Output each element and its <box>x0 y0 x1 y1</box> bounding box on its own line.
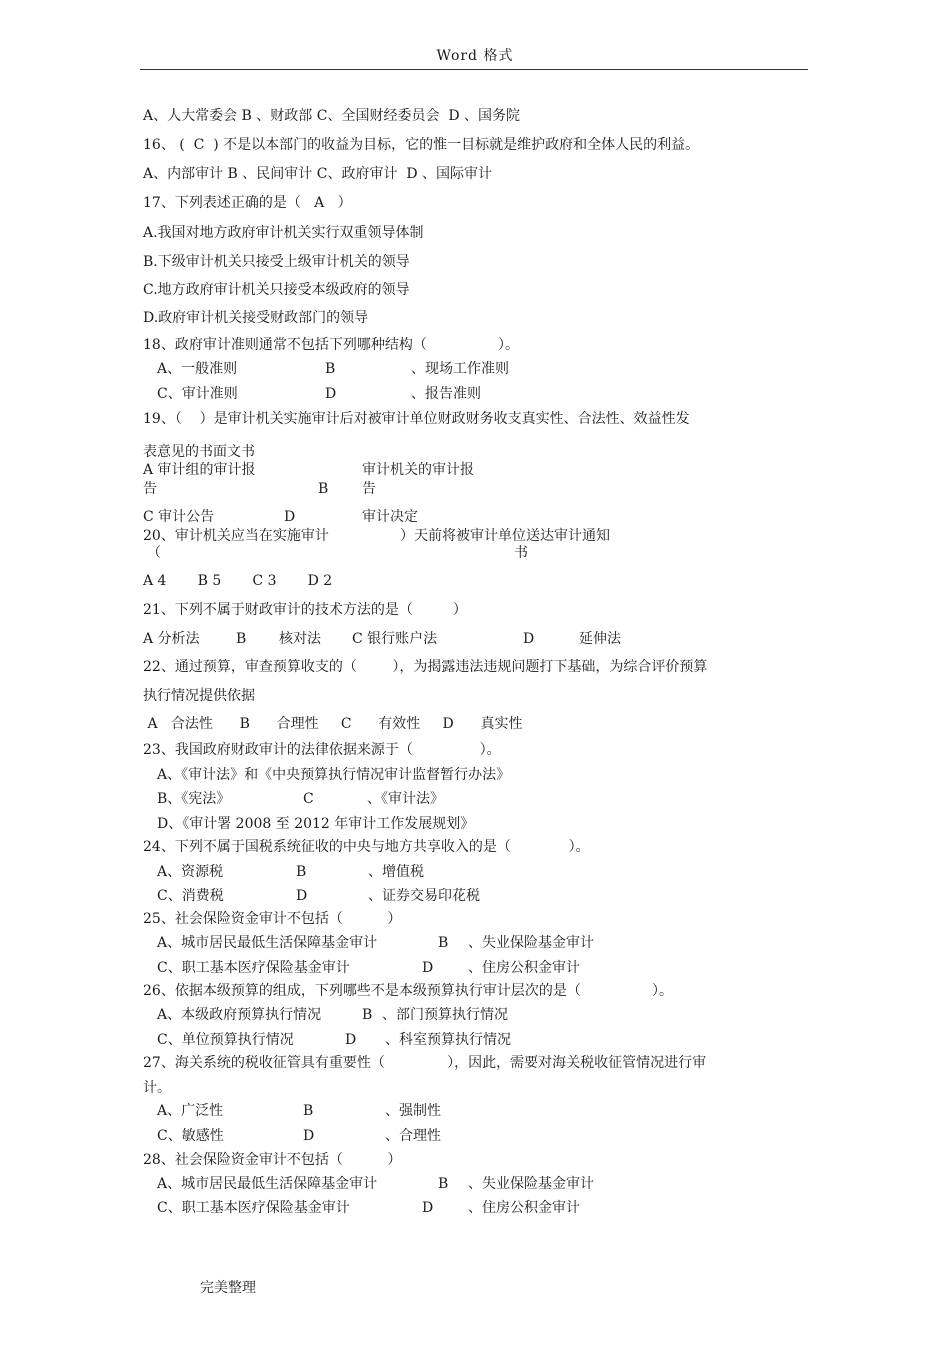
question-27-cont: 计。 <box>143 1080 171 1096</box>
question-25: 25、社会保险资金审计不包括（ ） <box>143 911 402 927</box>
question-26: 26、依据本级预算的组成，下列哪些不是本级预算执行审计层次的是（ ）。 <box>143 983 674 999</box>
question-27-option-c: C、敏感性 <box>157 1128 224 1144</box>
question-19-option-d-label: D <box>284 509 296 525</box>
question-28: 28、社会保险资金审计不包括（ ） <box>143 1152 402 1168</box>
question-25-option-b: 、失业保险基金审计 <box>468 935 594 951</box>
question-27-option-b-label: B <box>303 1103 314 1119</box>
question-19-option-d: 审计决定 <box>362 509 418 525</box>
question-18-option-d-label: D <box>325 386 337 402</box>
question-25-option-a: A、城市居民最低生活保障基金审计 <box>157 935 378 951</box>
question-20-wrap: 书 <box>514 545 528 561</box>
question-20-options: A 4 B 5 C 3 D 2 <box>143 573 333 589</box>
question-20-rest: ）天前将被审计单位送达审计通知 <box>400 528 610 544</box>
question-23-option-a: A、《审计法》和《中央预算执行情况审计监督暂行办法》 <box>157 767 511 783</box>
question-18-option-a: A、一般准则 <box>157 361 238 377</box>
question-17-option-b: B.下级审计机关只接受上级审计机关的领导 <box>143 254 410 270</box>
question-20: 20、审计机关应当在实施审计 <box>143 528 329 544</box>
question-25-option-c: C、职工基本医疗保险基金审计 <box>157 960 350 976</box>
page-footer: 完美整理 <box>200 1280 256 1296</box>
question-27: 27、海关系统的税收征管具有重要性（ ），因此，需要对海关税收征管情况进行审 <box>143 1055 707 1071</box>
question-24-option-d: 、证券交易印花税 <box>368 888 480 904</box>
question-27-option-b: 、强制性 <box>385 1103 441 1119</box>
question-19-cont: 表意见的书面文书 <box>143 444 255 460</box>
question-23-option-c: 、《审计法》 <box>367 791 444 807</box>
question-18-option-b: 、现场工作准则 <box>411 361 509 377</box>
question-26-option-b: 、部门预算执行情况 <box>382 1007 508 1023</box>
question-17-option-a: A.我国对地方政府审计机关实行双重领导体制 <box>143 225 424 241</box>
question-21-option-d-label: D <box>523 631 535 647</box>
question-19-option-a-wrap: 告 <box>143 481 157 497</box>
question-17-option-c: C.地方政府审计机关只接受本级政府的领导 <box>143 282 410 298</box>
question-28-option-b: 、失业保险基金审计 <box>468 1176 594 1192</box>
question-17-option-d: D.政府审计机关接受财政部门的领导 <box>143 310 369 326</box>
question-27-option-d-label: D <box>303 1128 315 1144</box>
line-q15-options: A、人大常委会 B 、财政部 C、全国财经委员会 D 、国务院 <box>143 108 521 124</box>
question-25-option-b-label: B <box>438 935 449 951</box>
question-23-option-d: D、《审计署 2008 至 2012 年审计工作发展规划》 <box>157 816 475 832</box>
question-23: 23、我国政府财政审计的法律依据来源于（ ）。 <box>143 742 501 758</box>
question-25-option-d: 、住房公积金审计 <box>468 960 580 976</box>
question-26-option-c: C、单位预算执行情况 <box>157 1032 294 1048</box>
question-18-option-c: C、审计准则 <box>157 386 238 402</box>
question-22-options: A 合法性 B 合理性 C 有效性 D 真实性 <box>143 716 523 732</box>
question-24-option-d-label: D <box>296 888 308 904</box>
question-28-option-c: C、职工基本医疗保险基金审计 <box>157 1200 350 1216</box>
question-21-option-c: C 银行账户法 <box>352 631 438 647</box>
question-24-option-c: C、消费税 <box>157 888 224 904</box>
question-19-option-b-label: B <box>318 481 329 497</box>
question-16: 16、 ( C ) 不是以本部门的收益为目标，它的惟一目标就是维护政府和全体人民的利益。 <box>143 137 700 153</box>
question-24-option-a: A、资源税 <box>157 864 224 880</box>
header-rule <box>140 69 808 70</box>
question-16-options: A、内部审计 B 、民间审计 C、政府审计 D 、国际审计 <box>143 166 493 182</box>
question-20-paren: （ <box>147 545 161 561</box>
question-19-option-b-wrap: 告 <box>362 481 376 497</box>
question-26-option-d-label: D <box>345 1032 357 1048</box>
question-26-option-d: 、科室预算执行情况 <box>385 1032 511 1048</box>
question-23-option-b: B、《宪法》 <box>157 791 231 807</box>
question-28-option-b-label: B <box>438 1176 449 1192</box>
question-27-option-d: 、合理性 <box>385 1128 441 1144</box>
question-19-option-a: A 审计组的审计报 <box>143 462 256 478</box>
question-22: 22、通过预算，审查预算收支的（ ），为揭露违法违规问题打下基础，为综合评价预算 <box>143 659 708 675</box>
question-28-option-d-label: D <box>422 1200 434 1216</box>
question-17: 17、下列表述正确的是（ A ） <box>143 195 352 211</box>
page-header: Word 格式 <box>436 48 514 64</box>
question-21-option-b: 核对法 <box>279 631 321 647</box>
question-24-option-b: 、增值税 <box>368 864 424 880</box>
question-26-option-a: A、本级政府预算执行情况 <box>157 1007 322 1023</box>
question-23-option-c-label: C <box>303 791 314 807</box>
question-21-option-b-label: B <box>236 631 247 647</box>
question-25-option-d-label: D <box>422 960 434 976</box>
question-21-option-a: A 分析法 <box>143 631 200 647</box>
question-24-option-b-label: B <box>296 864 307 880</box>
question-21: 21、下列不属于财政审计的技术方法的是（ ） <box>143 602 467 618</box>
question-28-option-d: 、住房公积金审计 <box>468 1200 580 1216</box>
question-19: 19、（ ）是审计机关实施审计后对被审计单位财政财务收支真实性、合法性、效益性发 <box>143 411 690 427</box>
question-18-option-b-label: B <box>325 361 336 377</box>
question-22-cont: 执行情况提供依据 <box>143 688 255 704</box>
question-21-option-d: 延伸法 <box>579 631 621 647</box>
question-26-option-b-label: B <box>362 1007 373 1023</box>
question-19-option-b: 审计机关的审计报 <box>362 462 474 478</box>
question-18-option-d: 、报告准则 <box>411 386 481 402</box>
question-27-option-a: A、广泛性 <box>157 1103 224 1119</box>
question-24: 24、下列不属于国税系统征收的中央与地方共享收入的是（ ）。 <box>143 839 590 855</box>
question-18: 18、政府审计准则通常不包括下列哪种结构（ ）。 <box>143 337 520 353</box>
question-19-option-c: C 审计公告 <box>143 509 215 525</box>
question-28-option-a: A、城市居民最低生活保障基金审计 <box>157 1176 378 1192</box>
